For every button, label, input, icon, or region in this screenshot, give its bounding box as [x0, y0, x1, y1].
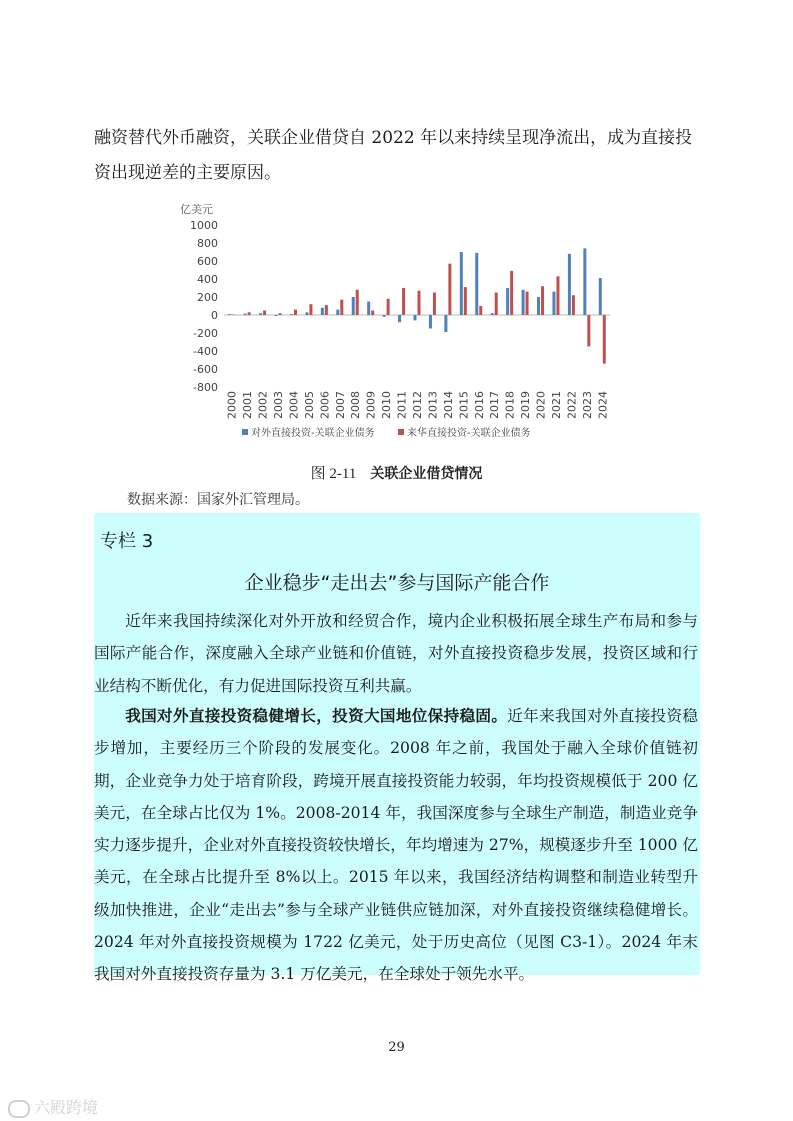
legend-label: 对外直接投资-关联企业债务	[251, 428, 375, 439]
figure-caption	[0, 462, 793, 483]
bar-series-1	[444, 315, 447, 332]
bar-series-1	[352, 297, 355, 315]
y-axis	[190, 219, 610, 394]
x-tick-label: 2012	[411, 391, 424, 419]
related-enterprise-loan-chart	[176, 200, 616, 445]
y-unit-label: 亿美元	[180, 203, 213, 216]
bar-series-2	[356, 290, 359, 315]
bar-series-1	[537, 297, 540, 315]
box-label: 专栏 3	[100, 531, 154, 552]
intro-paragraph: 融资替代外币融资，关联企业借贷自 2022 年以来持续呈现净流出，成为直接投资出现逆差的主要原因。	[94, 128, 693, 183]
x-tick-label: 2008	[349, 391, 363, 419]
bar-series-2	[340, 300, 343, 315]
box-paragraph-1: 近年来我国持续深化对外开放和经贸合作，境内企业积极拓展全球生产布局和参与国际产能合作，深度融入全球产业链和价值链，对外直接投资稳步发展，投资区域和行业结构不断优化，有力促进国际投资互利共赢。	[94, 612, 698, 695]
bar-series-1	[275, 315, 278, 316]
bar-series-2	[572, 295, 575, 315]
x-tick-label: 2014	[441, 391, 455, 419]
bar-series-2	[510, 271, 513, 315]
bar-series-2	[232, 315, 235, 316]
legend-swatch	[398, 429, 404, 435]
legend-swatch	[242, 429, 248, 435]
x-tick-label: 2007	[333, 391, 347, 419]
bar-series-2	[371, 311, 374, 316]
bar-series-2	[556, 276, 559, 315]
bar-series-1	[599, 278, 602, 315]
x-tick-label: 2019	[519, 391, 533, 419]
bar-series-2	[464, 287, 467, 315]
bar-series-2	[402, 288, 405, 315]
bar-series-1	[321, 308, 324, 315]
bar-series-1	[414, 315, 417, 320]
y-tick-label: 400	[197, 273, 218, 286]
y-tick-label: 0	[211, 309, 218, 322]
y-tick-label: -200	[193, 327, 218, 340]
bar-series-2	[448, 264, 451, 315]
x-tick-label: 2020	[534, 391, 548, 419]
y-tick-label: 1000	[190, 219, 218, 232]
bar-series-1	[228, 314, 231, 315]
legend-label: 来华直接投资-关联企业债务	[407, 428, 531, 439]
bar-series-1	[568, 254, 571, 315]
bar-series-1	[336, 310, 339, 315]
x-tick-label: 2023	[580, 391, 594, 419]
bar-series-1	[460, 252, 463, 315]
bar-series-1	[367, 302, 370, 316]
bar-series-1	[398, 315, 401, 322]
chart-bars	[228, 248, 606, 363]
x-tick-label: 2005	[302, 391, 316, 419]
bar-series-2	[479, 306, 482, 315]
data-source: 数据来源：国家外汇管理局。	[127, 492, 309, 508]
bar-series-2	[526, 292, 529, 315]
y-tick-label: 200	[197, 291, 218, 304]
bar-series-2	[294, 310, 297, 315]
bar-series-1	[475, 253, 478, 315]
bar-series-2	[325, 305, 328, 315]
bar-series-2	[418, 291, 421, 315]
bar-series-2	[541, 286, 544, 315]
bar-series-1	[552, 292, 555, 315]
bar-series-2	[248, 312, 251, 315]
x-tick-label: 2001	[241, 391, 255, 419]
y-tick-label: 800	[197, 237, 218, 250]
bar-series-1	[429, 315, 432, 329]
y-tick-label: -600	[193, 363, 218, 376]
x-tick-label: 2013	[426, 391, 440, 419]
x-tick-label: 2011	[395, 391, 409, 419]
box-paragraph-2-body: 近年来我国对外直接投资稳步增加，主要经历三个阶段的发展变化。2008 年之前，我国处于融入全球价值链初期，企业竞争力处于培育阶段，跨境开展直接投资能力较弱，年均投资规模低于 200 亿美元，在全球占比仅为 1%。2008-2014 年，我国深度参与全球生产制造，制造业竞争实力逐步提升，企业对外直接投资较快增长，年均增速为 27%，规模逐步升至 1000 亿美元，在全球占比提升至 8%以上。2015 年以来，我国经济结构调整和制造业转型升级加快推进，企业“走出去”参与全球产业链供应链加深，对外直接投资继续稳健增长。2024 年对外直接投资规模为 1722 亿美元，处于历史高位（见图 C3-1）。2024 年末我国对外直接投资存量为 3.1 万亿美元，在全球处于领先水平。	[94, 707, 698, 984]
bar-series-2	[495, 293, 498, 316]
x-tick-label: 2018	[503, 391, 517, 419]
y-tick-label: -400	[193, 345, 218, 358]
page-number: 29	[388, 1040, 405, 1055]
x-tick-label: 2016	[472, 391, 486, 419]
column-box	[94, 513, 700, 984]
bar-series-2	[279, 313, 282, 315]
bar-series-1	[491, 313, 494, 315]
bar-series-2	[263, 311, 266, 316]
y-tick-label: -800	[193, 381, 218, 394]
figure-number: 图 2-11	[310, 466, 357, 482]
bar-series-1	[305, 312, 308, 315]
y-tick-label: 600	[197, 255, 218, 268]
chart-svg	[176, 200, 616, 445]
watermark-logo-icon	[8, 1100, 30, 1118]
bar-series-2	[587, 315, 590, 347]
x-tick-label: 2004	[287, 391, 301, 419]
bar-series-2	[387, 299, 390, 315]
box-paragraph-2	[94, 700, 698, 991]
watermark	[8, 1095, 98, 1118]
x-tick-label: 2000	[225, 391, 239, 419]
watermark-text: 六殿跨境	[34, 1098, 99, 1117]
x-tick-label: 2002	[256, 391, 270, 419]
x-tick-label: 2021	[549, 391, 563, 419]
bar-series-1	[244, 314, 247, 315]
bar-series-2	[433, 293, 436, 316]
bar-series-1	[522, 290, 525, 315]
box-title: 企业稳步“走出去”参与国际产能合作	[244, 572, 550, 594]
bar-series-1	[259, 313, 262, 315]
bar-series-2	[309, 304, 312, 315]
bar-series-2	[603, 315, 606, 364]
bar-series-1	[383, 315, 386, 317]
x-axis	[226, 391, 610, 419]
bar-series-1	[583, 248, 586, 315]
x-tick-label: 2017	[488, 391, 502, 419]
bar-series-1	[506, 288, 509, 315]
box-paragraph-2-lead: 我国对外直接投资稳健增长，投资大国地位保持稳固。	[125, 706, 508, 725]
x-tick-label: 2003	[272, 391, 286, 419]
x-tick-label: 2024	[596, 391, 610, 419]
x-tick-label: 2009	[364, 391, 378, 419]
bar-series-1	[290, 314, 293, 315]
x-tick-label: 2022	[565, 391, 579, 419]
x-tick-label: 2006	[318, 391, 332, 419]
chart-legend	[242, 426, 531, 439]
figure-caption-text: 关联企业借贷情况	[370, 466, 483, 482]
x-tick-label: 2010	[380, 391, 394, 419]
x-tick-label: 2015	[457, 391, 471, 419]
